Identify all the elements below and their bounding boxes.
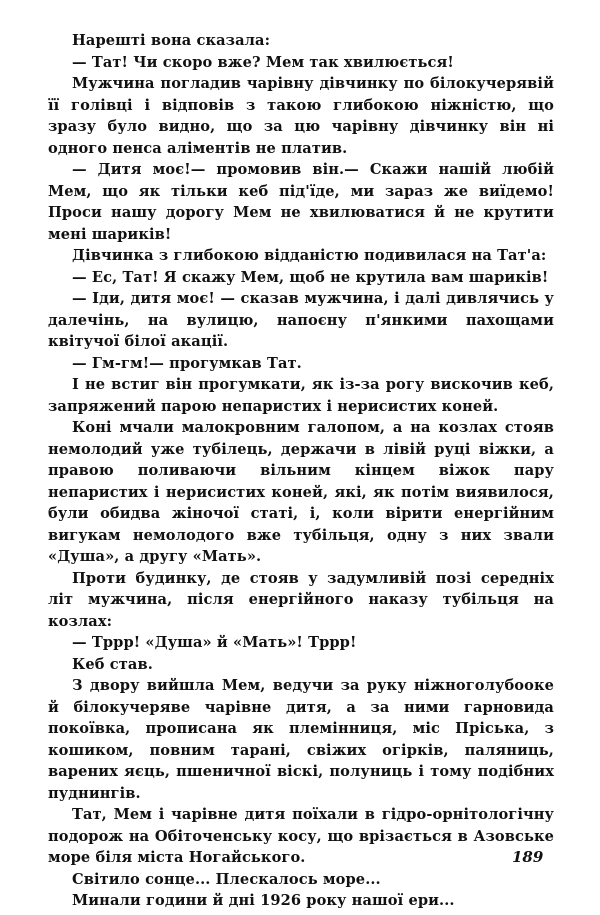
paragraph: — Іди, дитя моє! — сказав мужчина, і далі дивлячись у далечінь, на вулицю, напоєну п'янкими пахощами квітучої білої акації. — [48, 290, 554, 350]
paragraph: Проти будинку, де стояв у задумливій позі середніх літ мужчина, після енергійного наказу тубільця на козлах: — [48, 569, 554, 630]
paragraph: Минали години й дні 1926 року нашої ери... — [72, 892, 455, 909]
paragraph: — Ес, Тат! Я скажу Мем, щоб не крутила вам шариків! — [72, 268, 549, 286]
paragraph: — Тат! Чи скоро вже? Мем так хвилюється! — [72, 53, 454, 71]
paragraph: — Тррр! «Душа» й «Мать»! Тррр! — [72, 634, 357, 651]
paragraph: Тат, Мем і чарівне дитя поїхали в гідро-орнітологічну подорож на Обіточенську косу, що врізається в Азовське море біля міста Ногайського. — [48, 806, 554, 866]
paragraph: Коні мчали малокровним галопом, а на козлах стояв немолодий уже тубілець, держачи в лівій руці віжки, а правою поливаючи вільним кінцем віжок пару непаристих і нерисистих коней, які, як потім виявилося, були обидва жіночої статі, і, коли вірити енергійним вигукам немолодого вже тубільця, одну з них звали «Душа», а другу «Мать». — [48, 419, 554, 565]
paragraph: Нарешті вона сказала: — [72, 32, 271, 49]
paragraph: Дівчинка з глибокою відданістю подивилася на Тат'а: — [72, 247, 547, 264]
paragraph: Мужчина погладив чарівну дівчинку по білокучерявій її голівці і відповів з такою глибокою ніжністю, що зразу було видно, що за цю чарівну дівчинку він ні одного пенса аліментів не платив. — [48, 75, 554, 157]
paragraph: З двору вийшла Мем, ведучи за руку ніжноголубооке й білокучеряве чарівне дитя, а за ними гарновида покоївка, прописана як племінниця, міс Пріська, з кошиком, повним тарані, свіжих огірків, паляниць, варених яєць, пшеничної віскі, полуниць і тому подібних пуднингів. — [48, 677, 554, 802]
paragraph: Світило сонце... Плескалось море... — [72, 870, 381, 888]
paragraph: — Дитя моє!— промовив він.— Скажи нашій любій Мем, що як тільки кеб під'їде, ми зараз же виїдемо! Проси нашу дорогу Мем не хвилюватися й не крутити мені шариків! — [48, 161, 554, 243]
paragraph: — Гм-гм!— прогумкав Тат. — [72, 354, 302, 372]
body-text — [48, 30, 554, 912]
page-number: 189 — [512, 848, 544, 866]
paragraph: Кеб став. — [72, 655, 153, 673]
paragraph: І не встиг він прогумкати, як із-за рогу вискочив кеб, запряжений парою непаристих і нерисистих коней. — [48, 376, 554, 415]
